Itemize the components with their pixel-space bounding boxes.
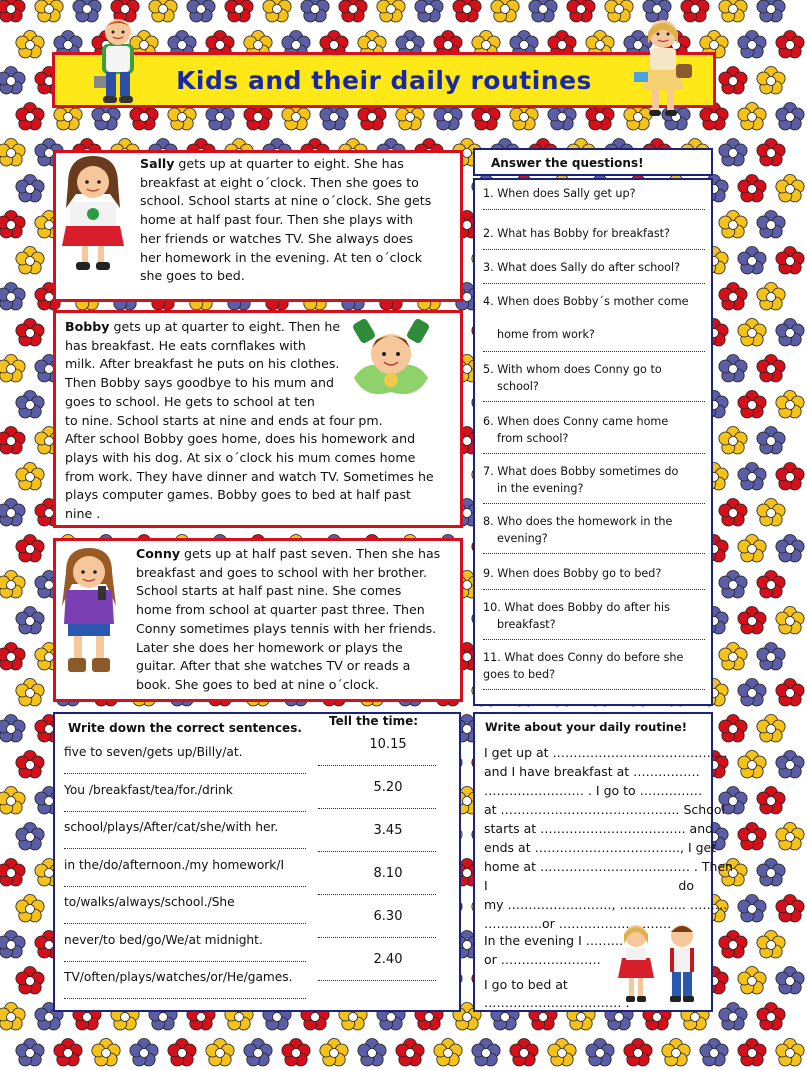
flower-decoration (716, 424, 750, 458)
flower-decoration (393, 1036, 427, 1070)
flower-decoration (773, 1036, 807, 1070)
story-line: from work. They have dinner and watch TV. Sometimes he (65, 468, 434, 484)
flower-decoration (13, 532, 47, 566)
flower-decoration (754, 0, 788, 26)
story-line: breakfast at eight o´clock. Then she goes to (140, 174, 419, 190)
sentence-answer-line[interactable] (64, 773, 306, 774)
routine-line[interactable]: and I have breakfast at ……………. (484, 764, 700, 779)
sentence-answer-line[interactable] (64, 848, 306, 849)
scrambled-sentence: You /breakfast/tea/for./drink (64, 782, 233, 797)
story-line: Then Bobby says goodbye to his mum and (65, 375, 334, 391)
flower-decoration (716, 712, 750, 746)
question-item: 3. What does Sally do after school? (483, 261, 681, 274)
story-line: has breakfast. He eats cornflakes with (65, 337, 306, 353)
time-title: Tell the time: (329, 714, 419, 728)
flower-decoration (412, 0, 446, 26)
flower-decoration (754, 136, 788, 170)
flower-decoration (773, 388, 807, 422)
flower-decoration (735, 28, 769, 62)
question-item: 10. What does Bobby do after his breakfast? (483, 601, 670, 631)
sentence-answer-line[interactable] (64, 961, 306, 962)
answer-line[interactable] (483, 553, 705, 554)
flower-decoration (526, 0, 560, 26)
question-item: 1. When does Sally get up? (483, 187, 636, 200)
flower-decoration (754, 784, 788, 818)
flower-decoration (298, 0, 332, 26)
routine-line[interactable]: In the evening I ……… (484, 933, 624, 948)
flower-decoration (773, 28, 807, 62)
flower-decoration (754, 496, 788, 530)
flower-decoration (469, 1036, 503, 1070)
answer-line[interactable] (483, 351, 705, 352)
story-line: After school Bobby goes home, does his homework and (65, 431, 416, 447)
flower-decoration (773, 460, 807, 494)
flower-decoration (735, 676, 769, 710)
flower-decoration (13, 460, 47, 494)
flower-decoration (659, 1036, 693, 1070)
flower-decoration (716, 640, 750, 674)
flower-decoration (564, 0, 598, 26)
conny-name: Conny (136, 546, 181, 561)
title-banner (52, 52, 716, 108)
flower-decoration (0, 424, 28, 458)
sentence-answer-line[interactable] (64, 923, 306, 924)
story-line: guitar. After that she watches TV or reads a (136, 658, 411, 674)
time-answer-line[interactable] (318, 894, 436, 895)
flower-decoration (0, 280, 28, 314)
routine-line[interactable]: at ……………………………………. School (484, 802, 725, 817)
routine-line[interactable]: home at ……………………………… . Then (484, 859, 734, 874)
flower-decoration (374, 0, 408, 26)
flower-decoration (0, 64, 28, 98)
flower-decoration (450, 0, 484, 26)
sentences-title: Write down the correct sentences. (68, 721, 302, 735)
flower-decoration (735, 892, 769, 926)
story-line: Later she does her homework or plays the (136, 639, 403, 655)
flower-decoration (13, 748, 47, 782)
flower-decoration (716, 568, 750, 602)
answer-line[interactable] (483, 283, 705, 284)
flower-decoration (716, 1000, 750, 1034)
flower-decoration (773, 172, 807, 206)
flower-decoration (355, 1036, 389, 1070)
flower-decoration (773, 100, 807, 134)
time-answer-line[interactable] (318, 851, 436, 852)
flower-decoration (13, 172, 47, 206)
flower-decoration (279, 1036, 313, 1070)
flower-decoration (146, 0, 180, 26)
conny-story-text (136, 545, 450, 695)
flower-decoration (735, 1036, 769, 1070)
flower-decoration (89, 1036, 123, 1070)
story-line: milk. After breakfast he puts on his clothes. (65, 356, 340, 372)
routine-line[interactable]: I do (484, 878, 694, 893)
flower-decoration (13, 604, 47, 638)
page-title: Kids and their daily routines (176, 65, 592, 95)
flower-decoration (754, 64, 788, 98)
scrambled-sentence: never/to bed/go/We/at midnight. (64, 932, 263, 947)
question-item: 6. When does Conny came home from school? (483, 415, 669, 445)
flower-decoration (13, 964, 47, 998)
flower-decoration (0, 208, 28, 242)
flower-decoration (222, 0, 256, 26)
flower-decoration (545, 1036, 579, 1070)
flower-decoration (735, 244, 769, 278)
flower-decoration (203, 1036, 237, 1070)
flower-decoration (716, 64, 750, 98)
flower-decoration (754, 928, 788, 962)
flower-decoration (773, 820, 807, 854)
flower-decoration (754, 712, 788, 746)
flower-decoration (165, 1036, 199, 1070)
flower-decoration (621, 1036, 655, 1070)
flower-decoration (0, 712, 28, 746)
story-line: School starts at half past nine. She comes (136, 583, 402, 599)
conny-illustration (56, 546, 122, 680)
story-line: book. She goes to bed at nine o´clock. (136, 676, 380, 692)
answer-line[interactable] (483, 249, 705, 250)
time-value: 10.15 (369, 737, 407, 752)
routine-line[interactable]: or …………………… (484, 952, 601, 967)
flower-decoration (602, 0, 636, 26)
flower-decoration (773, 604, 807, 638)
sentence-answer-line[interactable] (64, 998, 306, 999)
flower-decoration (754, 424, 788, 458)
questions-header-text: Answer the questions! (491, 156, 644, 170)
question-item: 7. What does Bobby sometimes do in the evening? (483, 465, 679, 495)
flower-decoration (583, 1036, 617, 1070)
bobby-name: Bobby (65, 319, 110, 334)
flower-decoration (13, 820, 47, 854)
flower-decoration (0, 0, 28, 26)
flower-decoration (716, 0, 750, 26)
story-line: gets up at quarter to eight. Then he (109, 319, 341, 334)
flower-decoration (735, 604, 769, 638)
time-value: 5.20 (373, 780, 403, 795)
flower-decoration (0, 352, 28, 386)
flower-decoration (127, 1036, 161, 1070)
flower-decoration (0, 784, 28, 818)
flower-decoration (13, 316, 47, 350)
flower-decoration (0, 496, 28, 530)
story-line: goes to school. He gets to school at ten (65, 393, 315, 409)
flower-decoration (336, 0, 370, 26)
sentence-answer-line[interactable] (64, 811, 306, 812)
sentence-answer-line[interactable] (64, 886, 306, 887)
flower-decoration (0, 928, 28, 962)
answer-line[interactable] (483, 401, 705, 402)
flower-decoration (0, 856, 28, 890)
story-line: school. School starts at nine o´clock. She gets (140, 193, 432, 209)
routine-line[interactable]: my ……………………., ……………. ……… (484, 897, 728, 912)
flower-decoration (716, 928, 750, 962)
story-line: her homework in the evening. At ten o´clock (140, 249, 423, 265)
flower-decoration (716, 136, 750, 170)
flower-decoration (13, 100, 47, 134)
question-item: 4. When does Bobby´s mother come home from work? (483, 295, 689, 341)
flower-decoration (697, 1036, 731, 1070)
flower-decoration (773, 892, 807, 926)
flower-decoration (735, 460, 769, 494)
flower-decoration (317, 1036, 351, 1070)
routine-line[interactable]: …………………………… . (484, 995, 630, 1010)
flower-decoration (754, 208, 788, 242)
flower-decoration (13, 676, 47, 710)
story-line: gets up at quarter to eight. She has (174, 156, 404, 171)
story-line: breakfast and goes to school with her brother. (136, 564, 427, 580)
flower-decoration (13, 388, 47, 422)
story-line: plays computer games. Bobby goes to bed at half past (65, 487, 411, 503)
routine-line[interactable]: I go to bed at (484, 977, 568, 992)
flower-decoration (773, 532, 807, 566)
question-item: 8. Who does the homework in the evening? (483, 515, 673, 545)
question-item: 2. What has Bobby for breakfast? (483, 227, 670, 240)
flower-decoration (735, 388, 769, 422)
story-line: her friends or watches TV. She always does (140, 230, 414, 246)
answer-line[interactable] (483, 453, 705, 454)
time-answer-line[interactable] (318, 765, 436, 766)
flower-decoration (735, 316, 769, 350)
flower-decoration (754, 640, 788, 674)
time-answer-line[interactable] (318, 808, 436, 809)
flower-decoration (773, 964, 807, 998)
bobby-story-text (65, 318, 451, 524)
two-kids-illustration (614, 922, 708, 1006)
flower-decoration (13, 244, 47, 278)
questions-list (473, 178, 713, 706)
question-item: 11. What does Conny do before she goes to bed? (483, 651, 684, 681)
flower-decoration (32, 0, 66, 26)
story-line: home at half past four. Then she plays with (140, 212, 414, 228)
scrambled-sentence: in the/do/afternoon./my homework/I (64, 857, 285, 872)
flower-decoration (488, 0, 522, 26)
routine-title: Write about your daily routine! (485, 720, 688, 734)
flower-decoration (0, 568, 28, 602)
routine-line[interactable]: ends at …………………………….., I get (484, 840, 717, 855)
flower-decoration (241, 1036, 275, 1070)
story-line: nine . (65, 506, 101, 522)
story-line: plays with his dog. At six o´clock his mum comes home (65, 449, 416, 465)
scrambled-sentence: to/walks/always/school./She (64, 895, 235, 909)
flower-decoration (773, 748, 807, 782)
flower-decoration (735, 532, 769, 566)
routine-line[interactable]: …………………… . I go to …………… (484, 783, 703, 798)
flower-decoration (184, 0, 218, 26)
answer-line[interactable] (483, 639, 705, 640)
flower-decoration (0, 640, 28, 674)
flower-decoration (0, 1000, 28, 1034)
time-value: 3.45 (373, 823, 403, 838)
flower-decoration (735, 172, 769, 206)
flower-decoration (507, 1036, 541, 1070)
flower-decoration (431, 1036, 465, 1070)
girl-bag-illustration (632, 14, 694, 120)
time-value: 2.40 (373, 952, 403, 967)
story-line: Conny sometimes plays tennis with her friends. (136, 620, 437, 636)
questions-header (473, 148, 713, 176)
story-line: gets up at half past seven. Then she has (180, 546, 441, 561)
flower-decoration (735, 820, 769, 854)
flower-decoration (13, 28, 47, 62)
flower-decoration (716, 352, 750, 386)
flower-decoration (773, 316, 807, 350)
answer-line[interactable] (483, 589, 705, 590)
time-value: 8.10 (373, 866, 403, 881)
flower-decoration (735, 748, 769, 782)
time-value: 6.30 (373, 909, 403, 924)
flower-decoration (754, 856, 788, 890)
flower-decoration (716, 496, 750, 530)
routine-line[interactable]: …………..or ……………………… . (484, 916, 680, 931)
answer-line[interactable] (483, 503, 705, 504)
flower-decoration (735, 964, 769, 998)
sally-illustration (60, 154, 126, 276)
flower-decoration (735, 100, 769, 134)
story-line: to nine. School starts at nine and ends at four pm. (65, 412, 383, 428)
flower-decoration (260, 0, 294, 26)
time-answer-line[interactable] (318, 937, 436, 938)
routine-line[interactable]: I get up at …………………………………… (484, 745, 728, 760)
story-line: home from school at quarter past three. Then (136, 602, 425, 618)
answer-line[interactable] (483, 689, 705, 690)
question-item: 9. When does Bobby go to bed? (483, 567, 662, 580)
flower-decoration (754, 280, 788, 314)
story-line: she goes to bed. (140, 268, 245, 284)
sally-story-text (140, 155, 452, 286)
question-item: 5. With whom does Conny go to school? (483, 363, 662, 393)
time-answer-line[interactable] (318, 980, 436, 981)
flower-decoration (13, 1036, 47, 1070)
flower-decoration (51, 1036, 85, 1070)
boy-backpack-illustration (92, 16, 144, 108)
sally-name: Sally (140, 156, 175, 171)
flower-decoration (754, 352, 788, 386)
flower-decoration (773, 676, 807, 710)
scrambled-sentence: TV/often/plays/watches/or/He/games. (64, 970, 293, 984)
flower-decoration (13, 892, 47, 926)
flower-decoration (754, 1000, 788, 1034)
flower-decoration (773, 244, 807, 278)
flower-decoration (716, 208, 750, 242)
routine-line[interactable]: starts at …………………………….. and (484, 821, 714, 836)
scrambled-sentence: school/plays/After/cat/she/with her. (64, 820, 279, 834)
flower-decoration (0, 136, 28, 170)
flower-decoration (716, 280, 750, 314)
answer-line[interactable] (483, 209, 705, 210)
flower-decoration (754, 568, 788, 602)
scrambled-sentence: five to seven/gets up/Billy/at. (64, 745, 243, 759)
